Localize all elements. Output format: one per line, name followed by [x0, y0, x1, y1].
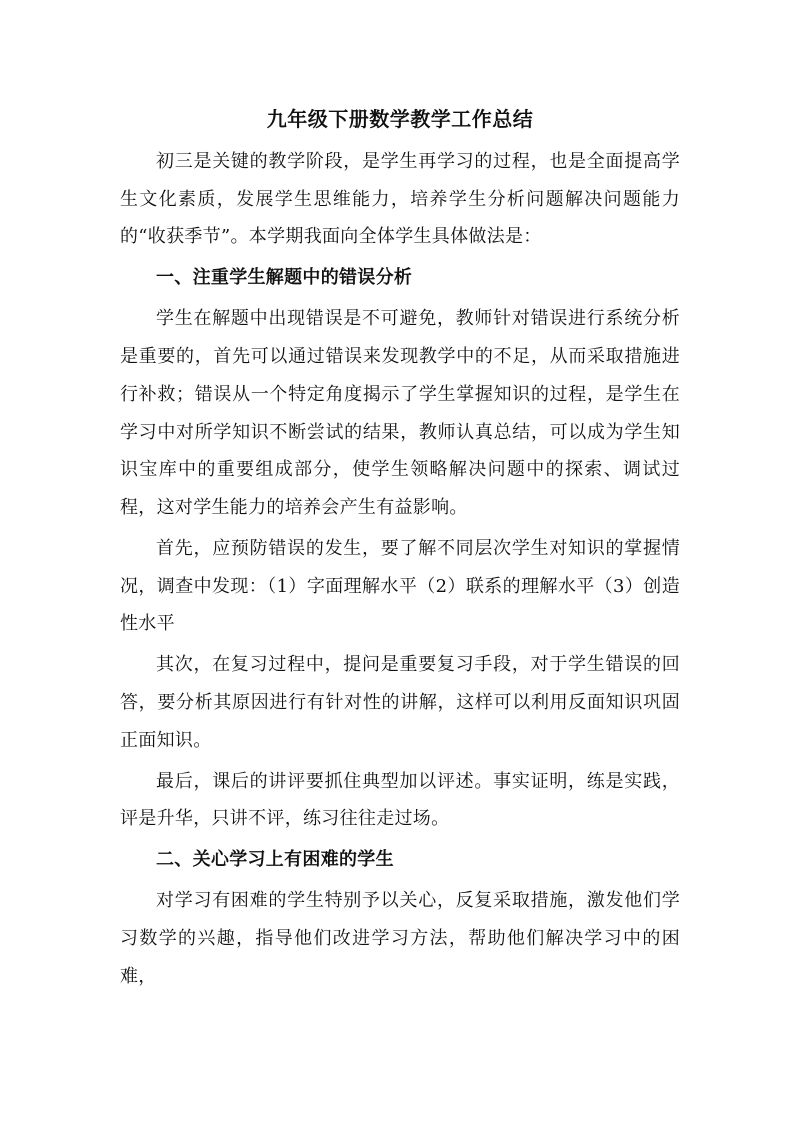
document-body [120, 99, 680, 999]
page-title: 九年级下册数学教学工作总结 [266, 107, 534, 131]
section-1-paragraph-2: 首先，应预防错误的发生，要了解不同层次学生对知识的掌握情况，调查中发现：（1）字面理解水平（2）联系的理解水平（3）创造性水平 [120, 537, 680, 635]
section-1-heading: 一、注重学生解题中的错误分析 [156, 267, 413, 289]
section-1-paragraph-1: 学生在解题中出现错误是不可避免，教师针对错误进行系统分析是重要的，首先可以通过错误来发现教学中的不足，从而采取措施进行补救；错误从一个特定角度揭示了学生掌握知识的过程，是学生在学习中对所学知识不断尝试的结果，教师认真总结，可以成为学生知识宝库中的重要组成部分，使学生领略解决问题中的探索、调试过程，这对学生能力的培养会产生有益影响。 [120, 308, 680, 518]
section-2-heading: 二、关心学习上有困难的学生 [156, 849, 394, 871]
intro-paragraph: 初三是关键的教学阶段，是学生再学习的过程，也是全面提高学生文化素质，发展学生思维能力，培养学生分析问题解决问题能力的“收获季节”。本学期我面向全体学生具体做法是： [120, 151, 680, 248]
section-1-paragraph-3: 其次，在复习过程中，提问是重要复习手段，对于学生错误的回答，要分析其原因进行有针对性的讲解，这样可以利用反面知识巩固正面知识。 [120, 654, 680, 751]
section-2-paragraph-1: 对学习有困难的学生特别予以关心，反复采取措施，激发他们学习数学的兴趣，指导他们改进学习方法，帮助他们解决学习中的困难， [120, 890, 680, 987]
section-1-paragraph-4: 最后，课后的讲评要抓住典型加以评述。事实证明，练是实践，评是升华，只讲不评，练习往往走过场。 [120, 770, 680, 830]
